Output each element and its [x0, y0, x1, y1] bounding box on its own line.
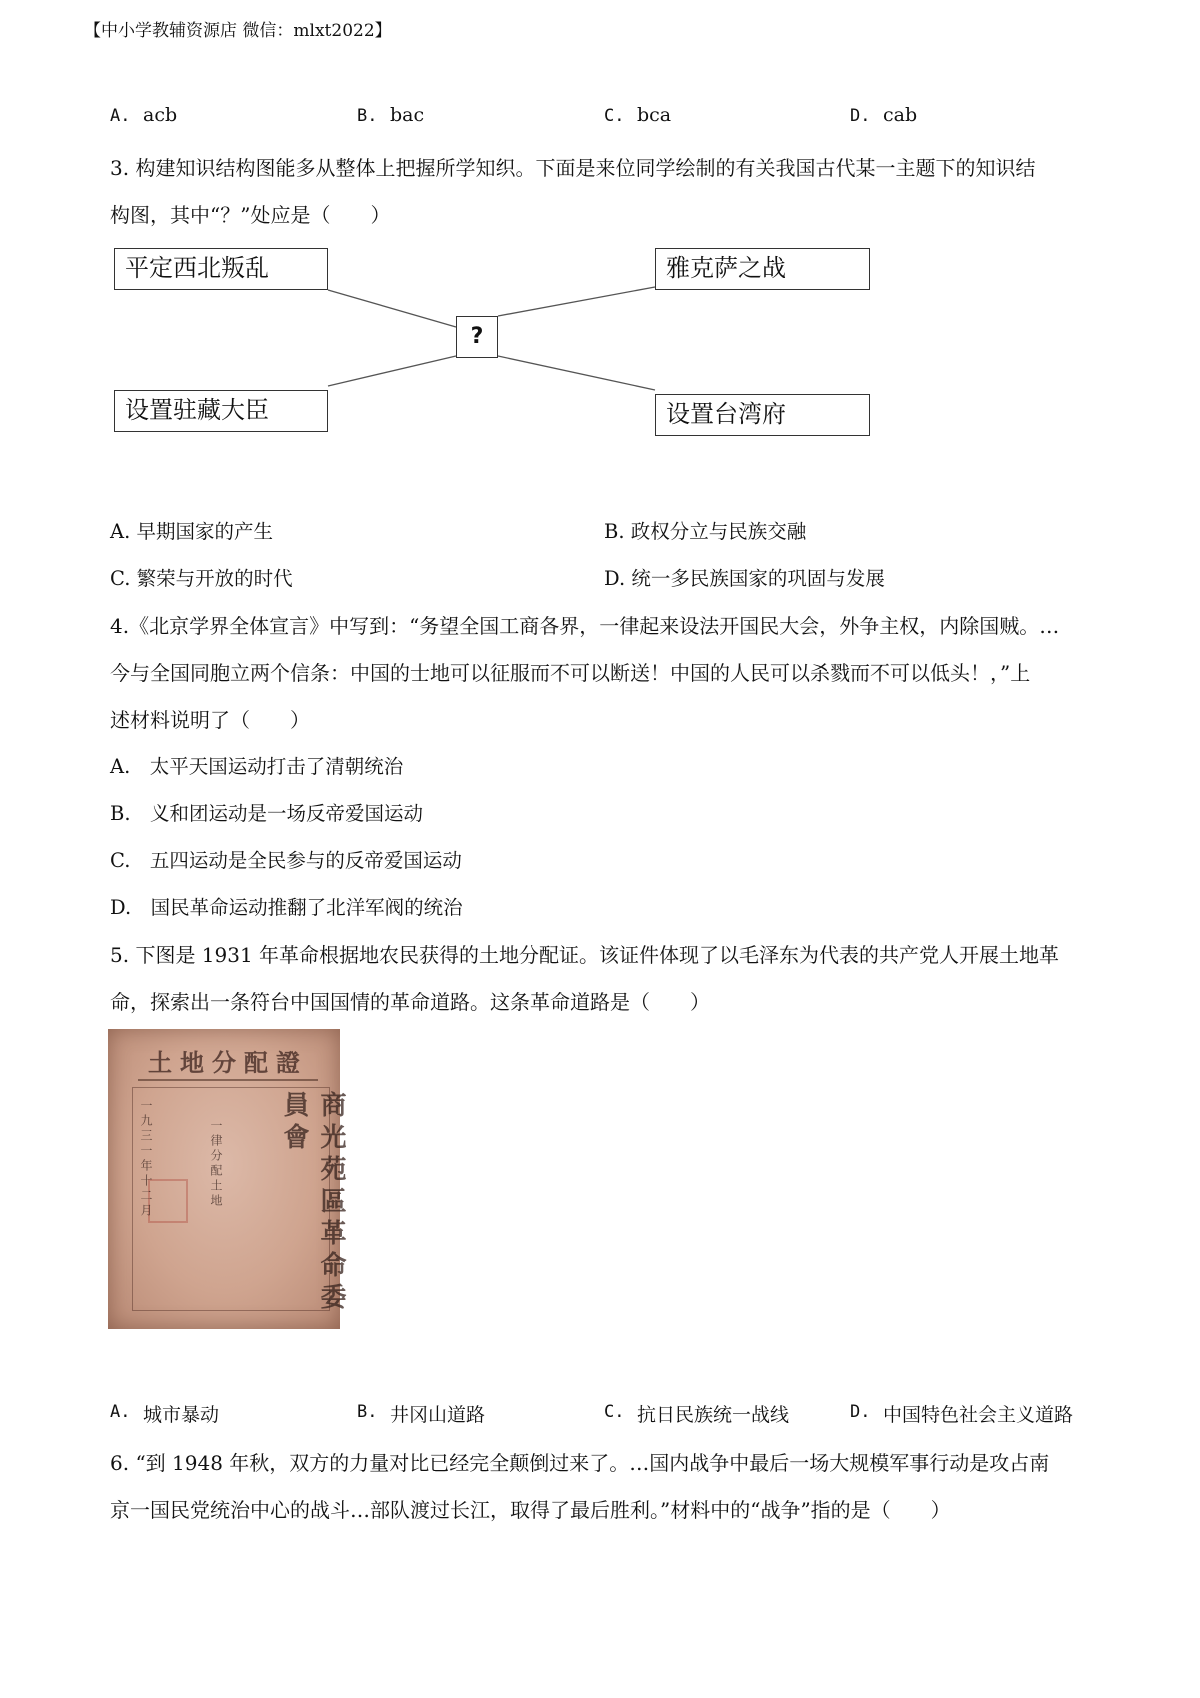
- box-bottom-right: 设置台湾府: [655, 394, 870, 436]
- q2-option-a-letter: A.: [110, 106, 131, 126]
- q3-option-b: B. 政权分立与民族交融: [604, 520, 807, 543]
- q4-stem-line3: 述材料说明了（ ）: [110, 708, 310, 732]
- q5-option-a-text: 城市暴动: [143, 1404, 220, 1426]
- q5-option-a-letter: A.: [110, 1402, 131, 1422]
- q4-option-b: B. 义和团运动是一场反帝爱国运动: [110, 802, 424, 825]
- q5-option-d-text: 中国特色社会主义道路: [883, 1404, 1074, 1426]
- connector-bottom-left: [328, 356, 456, 386]
- certificate-small-text-2: 一律分配土地: [209, 1119, 223, 1209]
- q2-option-b-text: bac: [390, 104, 425, 126]
- q3-stem-line2: 构图，其中“？”处应是（ ）: [110, 203, 391, 227]
- land-certificate-photo: [108, 1029, 346, 1329]
- q5-options: [0, 1400, 1200, 1430]
- q3-option-d: D. 统一多民族国家的巩固与发展: [604, 567, 885, 590]
- connector-bottom-right: [498, 356, 655, 390]
- q5-option-d-letter: D.: [850, 1402, 871, 1422]
- q4-stem-line2: 今与全国同胞立两个信条：中国的士地可以征服而不可以断送！中国的人民可以杀戮而不可以低头！，”上: [110, 661, 1031, 685]
- certificate-title: 土地分配證: [138, 1047, 318, 1081]
- q6-stem-line2: 京一国民党统治中心的战斗…部队渡过长江，取得了最后胜利。”材料中的“战争”指的是（ ）: [110, 1498, 951, 1522]
- q2-option-a-text: acb: [143, 104, 178, 126]
- q4-option-d: D. 国民革命运动推翻了北洋军阀的统治: [110, 896, 463, 919]
- q2-option-d-text: cab: [883, 104, 918, 126]
- q3-stem-line1: 3. 构建知识结构图能多从整体上把握所学知织。下面是来位同学绘制的有关我国古代某一主题下的知识结: [110, 156, 1036, 180]
- q3-option-c: C. 繁荣与开放的时代: [110, 567, 293, 590]
- q5-option-c-text: 抗日民族统一战线: [637, 1404, 790, 1426]
- q2-option-d-letter: D.: [850, 106, 871, 126]
- q4-option-a: A. 太平天国运动打击了清朝统治: [110, 755, 404, 778]
- box-top-right: 雅克萨之战: [655, 248, 870, 290]
- connector-top-right: [498, 287, 655, 316]
- connector-top-left: [328, 290, 456, 327]
- box-top-left: 平定西北叛乱: [114, 248, 328, 290]
- q2-option-c-letter: C.: [604, 106, 625, 126]
- q2-options: [0, 104, 1200, 134]
- certificate-issuer-text: 商光苑區革命委員會: [279, 1091, 346, 1315]
- certificate-small-text-1: 一九三一年十二月: [139, 1099, 153, 1219]
- q5-option-b-letter: B.: [357, 1402, 378, 1422]
- q5-option-c-letter: C.: [604, 1402, 625, 1422]
- knowledge-structure-diagram: [110, 240, 890, 450]
- q4-option-c: C. 五四运动是全民参与的反帝爱国运动: [110, 849, 462, 872]
- q3-option-a: A. 早期国家的产生: [110, 520, 273, 543]
- page-header: 【中小学教辅资源店 微信：mlxt2022】: [84, 21, 392, 41]
- box-bottom-left: 设置驻藏大臣: [114, 390, 328, 432]
- box-center-question: ?: [456, 316, 498, 358]
- q4-stem-line1: 4.《北京学界全体宣言》中写到：“务望全国工商各界，一律起来设法开国民大会，外争主权，内除国贼。…: [110, 614, 1060, 638]
- q5-stem-line1: 5. 下图是 1931 年革命根据地农民获得的土地分配证。该证件体现了以毛泽东为代表的共产党人开展土地革: [110, 943, 1060, 967]
- q2-option-b-letter: B.: [357, 106, 378, 126]
- q2-option-c-text: bca: [637, 104, 672, 126]
- q5-stem-line2: 命，探索出一条符台中国国情的革命道路。这条革命道路是（ ）: [110, 990, 710, 1014]
- q5-option-b-text: 井冈山道路: [390, 1404, 486, 1426]
- q6-stem-line1: 6. “到 1948 年秋，双方的力量对比已经完全颠倒过来了。…国内战争中最后一场大规模军事行动是攻占南: [110, 1451, 1050, 1475]
